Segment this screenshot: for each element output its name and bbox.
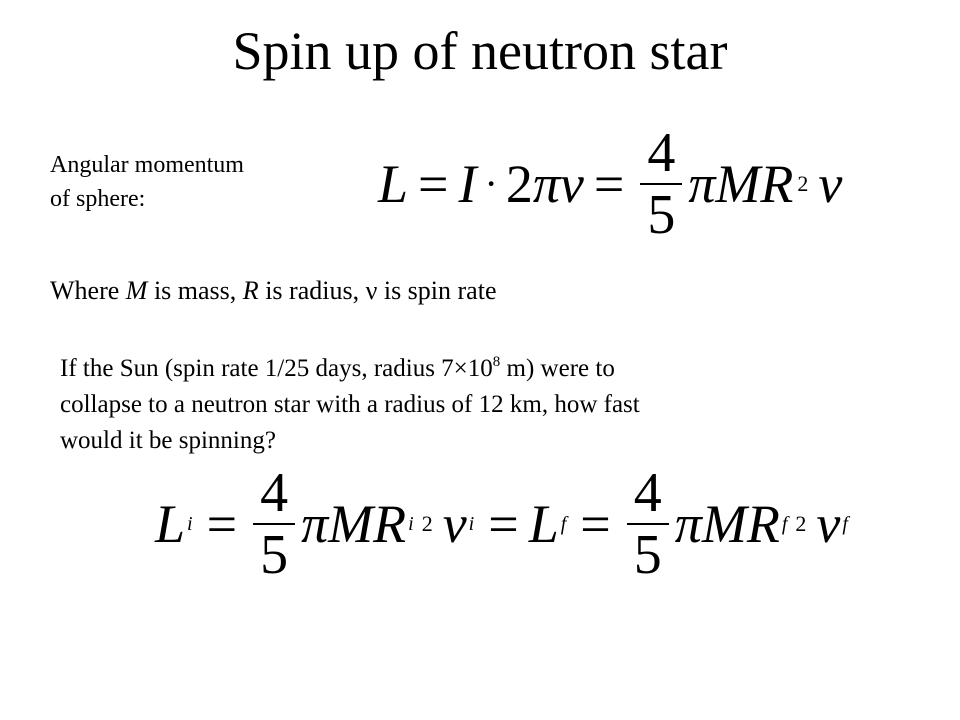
where-is-radius: is radius, [258, 276, 366, 305]
problem-line-3: would it be spinning? [60, 427, 276, 454]
eq2-exponent-2: 2 [795, 511, 807, 536]
eq1-M: M [715, 154, 761, 214]
eq2-L-f: L [528, 494, 559, 554]
eq2-sub-f-2: f [781, 513, 788, 535]
eq2-pi-1: π [301, 494, 329, 554]
angular-momentum-label [50, 148, 320, 216]
eq1-R: R [760, 154, 794, 214]
eq2-sub-f-1: f [560, 513, 567, 535]
eq1-I: I [458, 154, 477, 214]
problem-statement [60, 344, 860, 459]
eq1-dot: · [484, 161, 498, 206]
problem-line-1a: If the Sun (spin rate 1/25 days, radius 7×10 [60, 355, 493, 382]
eq1-equals-2: = [593, 154, 625, 214]
eq2-fraction-2-denominator: 5 [633, 524, 662, 586]
where-is-mass: is mass, [147, 276, 243, 305]
eq2-sub-i-2: i [408, 513, 414, 535]
eq2-M-1: M [328, 494, 374, 554]
eq2-fraction-1-numerator: 4 [260, 462, 289, 524]
eq1-pi-2: π [688, 154, 716, 214]
problem-line-2: collapse to a neutron star with a radius of 12 km, how fast [60, 391, 640, 418]
eq2-pi-2: π [674, 494, 702, 554]
eq2-fraction-1 [253, 462, 295, 586]
eq2-fraction-1-denominator: 5 [260, 524, 289, 586]
eq2-exponent-1: 2 [421, 511, 433, 536]
eq2-equals-3: = [580, 494, 611, 554]
eq2-R-i: R [373, 494, 407, 554]
angular-label-line2: of sphere: [50, 186, 146, 212]
eq1-fraction-numerator: 4 [647, 122, 676, 184]
eq2-M-2: M [701, 494, 747, 554]
eq2-nu-i: ν [442, 494, 467, 554]
eq2-equals-2: = [488, 494, 519, 554]
problem-line-1b: m) were to [500, 355, 615, 382]
eq2-sub-i-1: i [187, 513, 193, 535]
eq2-sub-f-3: f [842, 513, 848, 535]
eq1-L: L [378, 154, 409, 214]
where-R: R [242, 276, 259, 305]
eq1-nu-1: ν [559, 154, 584, 214]
where-nu: ν [365, 276, 378, 305]
eq2-L-i: L [155, 494, 186, 554]
slide-title: Spin up of neutron star [232, 21, 728, 81]
eq2-equals-1: = [206, 494, 238, 554]
eq1-fraction [640, 122, 682, 246]
eq2-nu-f: ν [816, 494, 841, 554]
eq1-equals-1: = [418, 154, 449, 214]
where-text: Where [50, 276, 126, 305]
eq1-fraction-denominator: 5 [647, 184, 676, 246]
eq1-exponent: 2 [797, 171, 809, 196]
angular-label-line1: Angular momentum [50, 152, 244, 178]
eq2-fraction-2-numerator: 4 [633, 462, 662, 524]
eq2-R-f: R [746, 494, 780, 554]
eq1-pi-1: π [532, 154, 560, 214]
problem-line-1 [60, 344, 860, 387]
eq1-nu-2: ν [818, 154, 843, 214]
problem-exponent: 8 [492, 354, 501, 370]
where-is-spin: is spin rate [377, 276, 497, 305]
where-M: M [125, 276, 148, 305]
variable-definitions [50, 274, 497, 308]
conservation-equation [155, 462, 852, 586]
angular-momentum-equation [378, 122, 843, 246]
eq2-sub-i-3: i [468, 513, 475, 535]
eq1-two: 2 [505, 154, 533, 214]
eq2-fraction-2 [627, 462, 669, 586]
